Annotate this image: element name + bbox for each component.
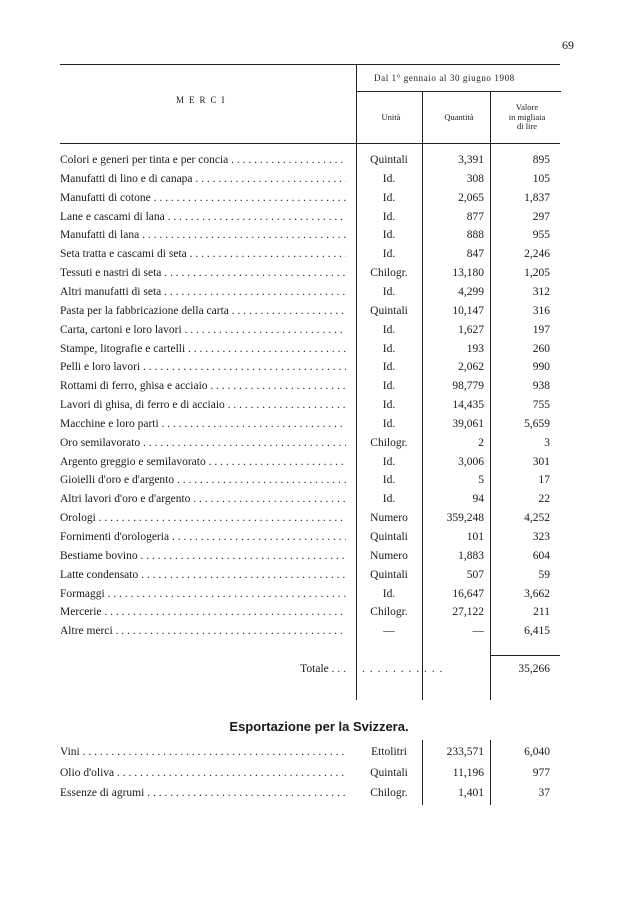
table-cell-merce: Stampe, litografie e cartelli . . .	[60, 343, 346, 355]
table-cell-unita: —	[383, 625, 395, 638]
export-cell-quantita: 11,196	[452, 766, 484, 779]
totale-rule	[490, 655, 560, 656]
table-cell-quantita: 507	[466, 568, 484, 581]
table-row	[0, 246, 638, 265]
table-cell-quantita: 39,061	[452, 417, 484, 430]
header-period: Dal 1° gennaio al 30 giugno 1908	[374, 73, 515, 83]
table-cell-quantita: 888	[466, 229, 484, 242]
header-valore	[493, 103, 561, 132]
table-cell-merce: Oro semilavorato . . .	[60, 437, 346, 449]
table-row	[0, 397, 638, 416]
table-cell-unita: Chilogr.	[370, 606, 408, 619]
table-cell-valore: 755	[532, 399, 550, 412]
table-cell-merce: Formaggi . . .	[60, 588, 346, 600]
table-cell-quantita: 98,779	[452, 380, 484, 393]
export-cell-unita: Quintali	[370, 766, 408, 779]
table-cell-quantita: —	[472, 625, 484, 638]
header-unita: Unità	[381, 112, 401, 122]
table-cell-merce: Gioielli d'oro e d'argento . . .	[60, 474, 346, 486]
table-row	[0, 322, 638, 341]
table-cell-valore: 3	[544, 436, 550, 449]
table-cell-quantita: 877	[466, 210, 484, 223]
table-cell-merce: Mercerie . . .	[60, 606, 346, 618]
table-cell-unita: Id.	[382, 455, 396, 468]
table-cell-merce: Altre merci . . .	[60, 625, 346, 637]
table-row	[0, 378, 638, 397]
table-row	[0, 604, 638, 623]
export-row	[0, 765, 638, 784]
table-cell-valore: 105	[532, 172, 550, 185]
table-cell-unita: Id.	[382, 285, 396, 298]
export-cell-merce: Olio d'oliva . . .	[60, 767, 346, 779]
table-cell-unita: Id.	[382, 587, 396, 600]
table-cell-unita: Id.	[382, 417, 396, 430]
table-row	[0, 435, 638, 454]
export-cell-quantita: 233,571	[446, 746, 484, 758]
header-merci: MERCI	[176, 95, 230, 105]
export-cell-merce: Essenze di agrumi . . .	[60, 787, 346, 799]
table-cell-valore: 17	[538, 474, 550, 487]
table-cell-merce: Colori e generi per tinta e per concia . . .	[60, 154, 346, 166]
header-valore-line2: in migliaia	[508, 111, 546, 122]
table-cell-merce: Carta, cartoni e loro lavori . . .	[60, 324, 346, 336]
table-cell-valore: 59	[538, 568, 550, 581]
header-top-rule	[60, 64, 560, 65]
table-row	[0, 171, 638, 190]
export-cell-valore: 37	[538, 787, 550, 799]
table-cell-quantita: 101	[466, 531, 484, 543]
table-cell-unita: Id.	[382, 210, 396, 223]
table-cell-quantita: 1,883	[458, 549, 484, 562]
export-cell-quantita: 1,401	[458, 787, 484, 799]
table-cell-quantita: 27,122	[452, 606, 484, 619]
table-row	[0, 152, 638, 171]
table-row	[0, 623, 638, 642]
table-cell-unita: Id.	[382, 399, 396, 412]
table-cell-quantita: 847	[466, 248, 484, 261]
export-row	[0, 744, 638, 763]
table-cell-unita: Id.	[382, 191, 396, 204]
table-cell-unita: Id.	[382, 342, 396, 355]
header-quantita: Quantità	[444, 112, 474, 122]
table-cell-quantita: 5	[478, 474, 484, 487]
totale-label: Totale . . .	[300, 663, 346, 675]
table-cell-unita: Quintali	[370, 154, 408, 166]
table-cell-unita: Numero	[370, 549, 408, 562]
table-row	[0, 567, 638, 586]
table-row	[0, 209, 638, 228]
table-cell-unita: Quintali	[370, 304, 408, 317]
table-cell-unita: Id.	[382, 229, 396, 242]
table-cell-unita: Numero	[370, 512, 408, 525]
table-cell-valore: 323	[532, 531, 550, 543]
table-cell-quantita: 359,248	[446, 512, 484, 525]
export-cell-valore: 6,040	[524, 746, 550, 758]
header-bottom-rule	[60, 143, 560, 144]
table-cell-valore: 1,205	[524, 267, 550, 280]
table-cell-merce: Rottami di ferro, ghisa e acciaio . . .	[60, 380, 346, 392]
table-cell-valore: 301	[532, 455, 550, 468]
table-cell-quantita: 3,006	[458, 455, 484, 468]
export-cell-unita: Chilogr.	[370, 787, 408, 799]
table-cell-valore: 938	[532, 380, 550, 393]
table-row	[0, 472, 638, 491]
table-cell-valore: 3,662	[524, 587, 550, 600]
table-cell-quantita: 2	[478, 436, 484, 449]
table-cell-merce: Manufatti di lino e di canapa . . .	[60, 173, 346, 185]
table-cell-quantita: 14,435	[452, 399, 484, 412]
table-cell-merce: Altri manufatti di seta . . .	[60, 286, 346, 298]
section-title: Esportazione per la Svizzera.	[229, 719, 409, 734]
table-cell-merce: Pasta per la fabbricazione della carta . . .	[60, 305, 346, 317]
table-row	[0, 284, 638, 303]
table-cell-merce: Manufatti di lana . . .	[60, 229, 346, 241]
table-cell-merce: Orologi . . .	[60, 512, 346, 524]
table-row	[0, 416, 638, 435]
table-cell-merce: Altri lavori d'oro e d'argento . . .	[60, 493, 346, 505]
table-cell-valore: 22	[538, 493, 550, 506]
totale-value: 35,266	[518, 663, 550, 675]
table-row	[0, 548, 638, 567]
table-cell-valore: 260	[532, 342, 550, 355]
table-cell-quantita: 2,065	[458, 191, 484, 204]
table-cell-quantita: 94	[472, 493, 484, 506]
table-cell-quantita: 10,147	[452, 304, 484, 317]
table-cell-valore: 5,659	[524, 417, 550, 430]
table-cell-valore: 316	[532, 304, 550, 317]
table-cell-quantita: 13,180	[452, 267, 484, 280]
page-number: 69	[562, 38, 574, 52]
table-cell-valore: 6,415	[524, 625, 550, 638]
table-cell-merce: Pelli e loro lavori . . .	[60, 361, 346, 373]
export-row	[0, 785, 638, 804]
table-cell-valore: 312	[532, 285, 550, 298]
table-cell-quantita: 193	[466, 342, 484, 355]
export-cell-unita: Ettolitri	[371, 746, 407, 758]
header-valore-line1: Valore	[515, 102, 539, 112]
header-period-rule	[356, 91, 561, 92]
table-row	[0, 529, 638, 548]
table-cell-unita: Id.	[382, 380, 396, 393]
table-cell-merce: Manufatti di cotone . . .	[60, 192, 346, 204]
table-row	[0, 303, 638, 322]
table-cell-valore: 197	[532, 323, 550, 336]
table-cell-valore: 990	[532, 361, 550, 374]
table-cell-valore: 2,246	[524, 248, 550, 261]
table-cell-unita: Id.	[382, 361, 396, 374]
table-cell-valore: 297	[532, 210, 550, 223]
table-cell-merce: Bestiame bovino . . .	[60, 550, 346, 562]
table-cell-merce: Latte condensato . . .	[60, 569, 346, 581]
table-cell-valore: 604	[532, 549, 550, 562]
table-cell-valore: 4,252	[524, 512, 550, 525]
table-cell-valore: 211	[533, 606, 550, 619]
table-cell-quantita: 16,647	[452, 587, 484, 600]
table-cell-merce: Argento greggio e semilavorato . . .	[60, 456, 346, 468]
table-cell-quantita: 1,627	[458, 323, 484, 336]
table-row	[0, 190, 638, 209]
table-cell-merce: Lavori di ghisa, di ferro e di acciaio . . .	[60, 399, 346, 411]
table-row	[0, 454, 638, 473]
table-row	[0, 510, 638, 529]
table-cell-unita: Quintali	[370, 531, 408, 543]
totale-dots: . . . . . . . . . . .	[362, 663, 444, 675]
table-cell-unita: Chilogr.	[370, 436, 408, 449]
export-cell-valore: 977	[532, 766, 550, 779]
table-cell-quantita: 2,062	[458, 361, 484, 374]
table-cell-merce: Tessuti e nastri di seta . . .	[60, 267, 346, 279]
table-cell-valore: 895	[532, 154, 550, 166]
table-cell-unita: Quintali	[370, 568, 408, 581]
table-row	[0, 586, 638, 605]
table-cell-unita: Id.	[382, 474, 396, 487]
table-row	[0, 227, 638, 246]
header-valore-line3: di lire	[516, 121, 538, 131]
table-cell-merce: Lane e cascami di lana . . .	[60, 211, 346, 223]
table-cell-unita: Id.	[382, 493, 396, 506]
table-cell-quantita: 308	[466, 172, 484, 185]
table-cell-merce: Fornimenti d'orologeria . . .	[60, 531, 346, 543]
table-cell-merce: Macchine e loro parti . . .	[60, 418, 346, 430]
table-cell-unita: Id.	[382, 248, 396, 261]
table-cell-valore: 1,837	[524, 191, 550, 204]
table-cell-unita: Id.	[382, 172, 396, 185]
table-cell-quantita: 3,391	[458, 154, 484, 166]
table-cell-valore: 955	[532, 229, 550, 242]
table-row	[0, 491, 638, 510]
table-cell-unita: Id.	[382, 323, 396, 336]
export-cell-merce: Vini . . .	[60, 746, 346, 758]
table-cell-quantita: 4,299	[458, 285, 484, 298]
table-cell-merce: Seta tratta e cascami di seta . . .	[60, 248, 346, 260]
table-row	[0, 265, 638, 284]
table-row	[0, 359, 638, 378]
table-cell-unita: Chilogr.	[370, 267, 408, 280]
table-row	[0, 341, 638, 360]
